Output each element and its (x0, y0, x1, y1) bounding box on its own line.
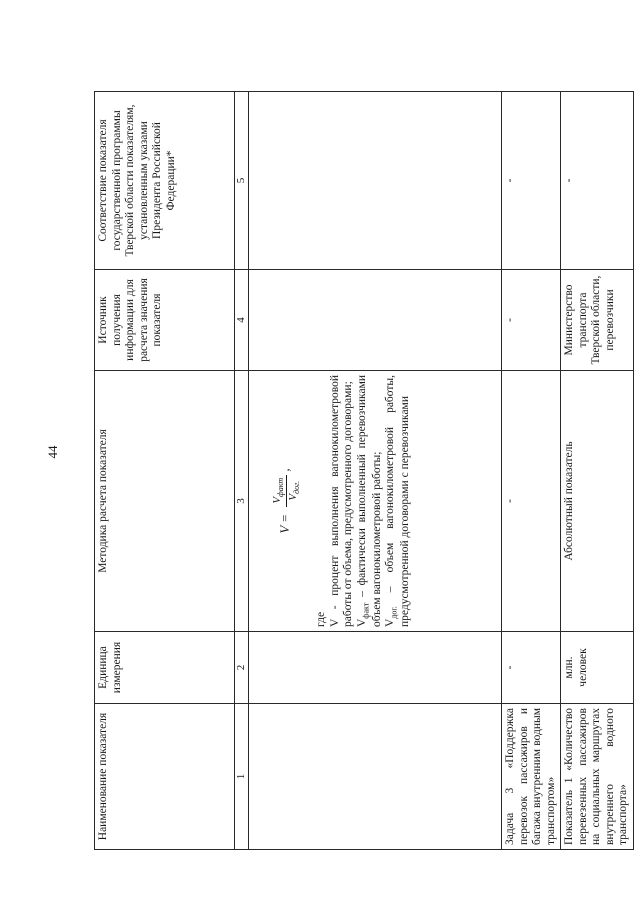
col-number-1: 1 (235, 704, 249, 850)
indicator-table (94, 91, 634, 850)
formula-row-name (248, 704, 501, 850)
indicator-table-rotated (94, 92, 630, 850)
formula-row-method (248, 371, 501, 632)
where-label: где (315, 611, 328, 627)
indicator-unit: млн. человек (561, 632, 634, 704)
header-method: Методика расчета показателя (95, 371, 235, 632)
definition-v-contract: $V_{дог.}$ – объем вагонокилометровой работы, предусмотренной договорами с перевозчиками (384, 375, 411, 627)
formula-row-match (248, 92, 501, 270)
indicator-method: Абсолютный показатель (561, 371, 634, 632)
page-number: 44 (45, 445, 60, 459)
task-match: - (501, 92, 560, 270)
task-name: Задача 3 «Поддержка перевозок пассажиров и багажа внутренним водным транспортом» (501, 704, 560, 850)
formula-lhs: V = (277, 513, 293, 534)
indicator-source: Министерство транспорта Тверской области, перевозчики (561, 270, 634, 371)
definition-v-fact: $V_{факт}$ – фактически выполненный перевозчиками объем вагонокилометровой работы; (355, 375, 383, 627)
formula (271, 375, 301, 627)
header-source: Источник получения информации для расчета значения показателя (95, 270, 235, 371)
task-row (501, 92, 560, 850)
formula-numerator: V (270, 496, 283, 504)
task-source: - (501, 270, 560, 371)
indicator-name: Показатель 1 «Количество перевезенных пассажиров на социальных маршрутах внутреннего водного транспорта» (561, 704, 634, 850)
col-number-2: 2 (235, 632, 249, 704)
formula-tail: , (277, 468, 293, 472)
formula-fraction (271, 475, 301, 507)
header-presidential-match: Соответствие показателя государственной программы Тверской области показателям, установленным указами Президента Российской Федерации* (95, 92, 235, 270)
task-unit: - (501, 632, 560, 704)
formula-numerator-sub: факт (276, 477, 286, 497)
indicator-match: - (561, 92, 634, 270)
header-row (95, 92, 235, 850)
header-indicator-name: Наименование показателя (95, 704, 235, 850)
indicator-row (561, 92, 634, 850)
definition-v: V - процент выполнения вагонокилометровой работы от объема, предусмотренного договорами; (328, 375, 355, 627)
task-method: - (501, 371, 560, 632)
formula-denominator-sub: дог. (291, 480, 301, 494)
col-number-3: 3 (235, 371, 249, 632)
formula-row-source (248, 270, 501, 371)
col-number-5: 5 (235, 92, 249, 270)
formula-row (248, 92, 501, 850)
column-number-row (235, 92, 249, 850)
col-number-4: 4 (235, 270, 249, 371)
formula-denominator: V (286, 493, 299, 501)
formula-row-unit (248, 632, 501, 704)
header-unit: Единица измерения (95, 632, 235, 704)
